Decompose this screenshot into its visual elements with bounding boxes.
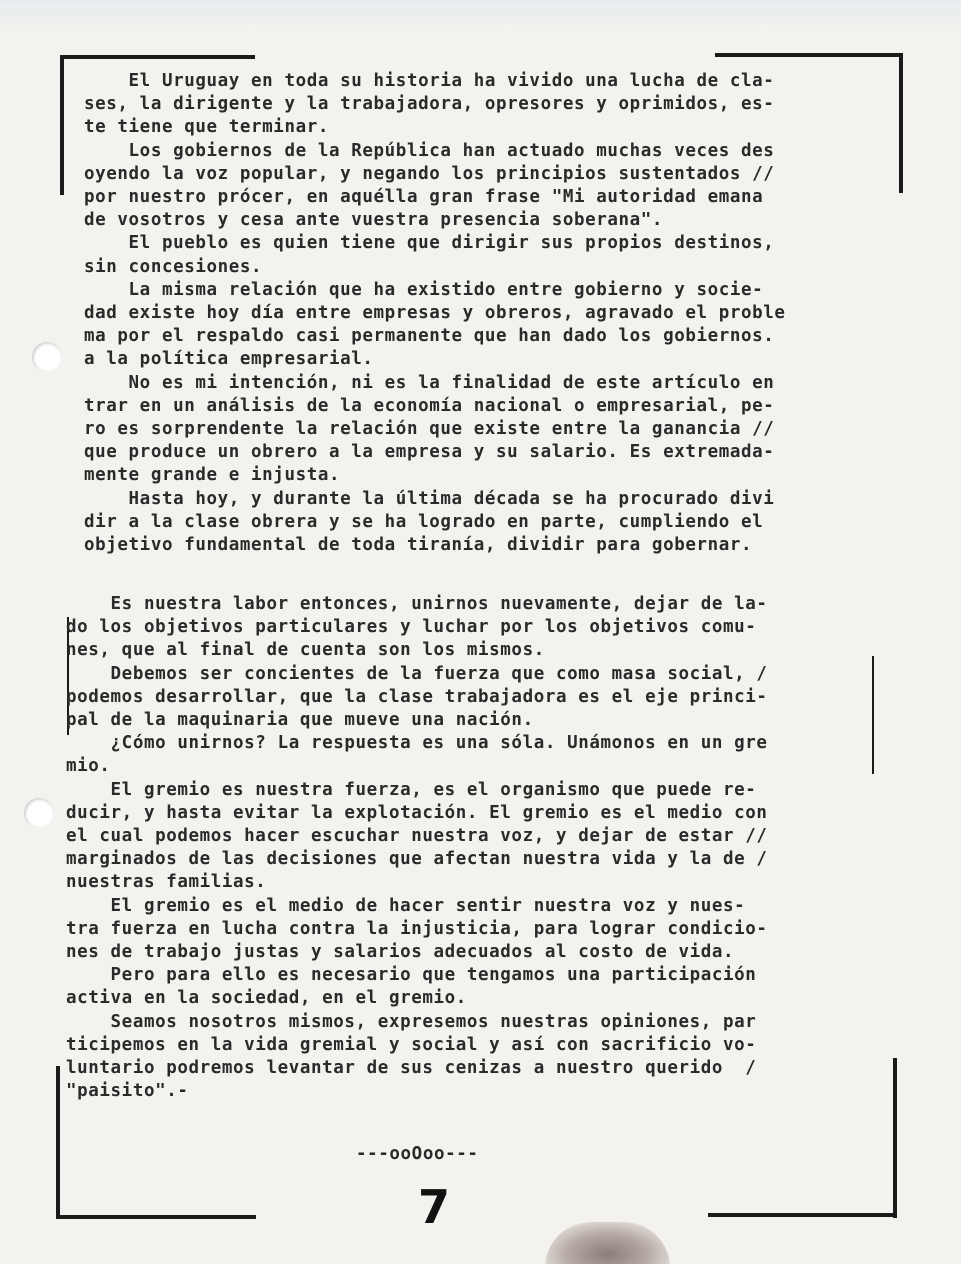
body-text-block-1: El Uruguay en toda su historia ha vivido una lucha de cla- ses, la dirigente y la trabajadora, opresores y oprimidos, es- te tiene que terminar. Los gobiernos de la República han actuado muchas veces des oyendo la voz popular, y negando los principios sustentados // por nuestro prócer, en aquélla gran frase "Mi autoridad emana de vosotros y cesa ante vuestra presencia soberana". El pueblo es quien tiene que dirigir sus propios destinos, sin concesiones. La misma relación que ha existido entre gobierno y socie- dad existe hoy día entre empresas y obreros, agravado el proble ma por el respaldo casi permanente que han dado los gobiernos. a la política empresarial. No es mi intención, ni es la finalidad de este artículo en trar en un análisis de la economía nacional o empresarial, pe- ro es sorprendente la relación que existe entre la ganancia // que produce un obrero a la empresa y su salario. Es extremada- mente grande e injusta. Hasta hoy, y durante la última década se ha procurado divi dir a la clase obrera y se ha logrado en parte, cumpliendo el objetivo fundamental de toda tiranía, dividir para gobernar. (84, 71, 786, 556)
frame-line-top-left (60, 55, 255, 59)
body-text-block-2: Es nuestra labor entonces, unirnos nuevamente, dejar de la- do los objetivos particulares y luchar por los objetivos comu- nes, que al final de cuenta son los mismos. Debemos ser concientes de la fuerza que como masa social, / podemos desarrollar, que la clase trabajadora es el eje princi- pal de la maquinaria que mueve una nación. ¿Cómo unirnos? La respuesta es una sóla. Unámonos en un gre mio. El gremio es nuestra fuerza, es el organismo que puede re- ducir, y hasta evitar la explotación. El gremio es el medio con el cual podemos hacer escuchar nuestra voz, y dejar de estar // marginados de las decisiones que afectan nuestra vida y la de / nuestras familias. El gremio es el medio de hacer sentir nuestra voz y nues- tra fuerza en lucha contra la injusticia, para lograr condicio- nes de trabajo justas y salarios adecuados al costo de vida. Pero para ello es necesario que tengamos una participación activa en la sociedad, en el gremio. Seamos nosotros mismos, expresemos nuestras opiniones, par ticipemos en la vida gremial y social y así con sacrificio vo- luntario podremos levantar de sus cenizas a nuestro querido / "paisito".- (66, 594, 768, 1102)
frame-line-bottom-right (708, 1213, 897, 1217)
frame-line-top-right (715, 53, 903, 57)
frame-line-right-upper (899, 53, 903, 193)
punch-hole-upper (32, 342, 62, 372)
frame-line-left-upper (60, 55, 64, 195)
paper-tear (545, 1222, 670, 1264)
punch-hole-lower (24, 798, 54, 828)
section-separator: ---ooOoo--- (356, 1144, 479, 1164)
frame-mark-right-middle (872, 656, 874, 774)
frame-line-right-lower (893, 1058, 897, 1218)
frame-line-bottom-left (56, 1215, 256, 1219)
frame-line-left-lower (56, 1066, 60, 1218)
page-number: 7 (418, 1180, 451, 1234)
